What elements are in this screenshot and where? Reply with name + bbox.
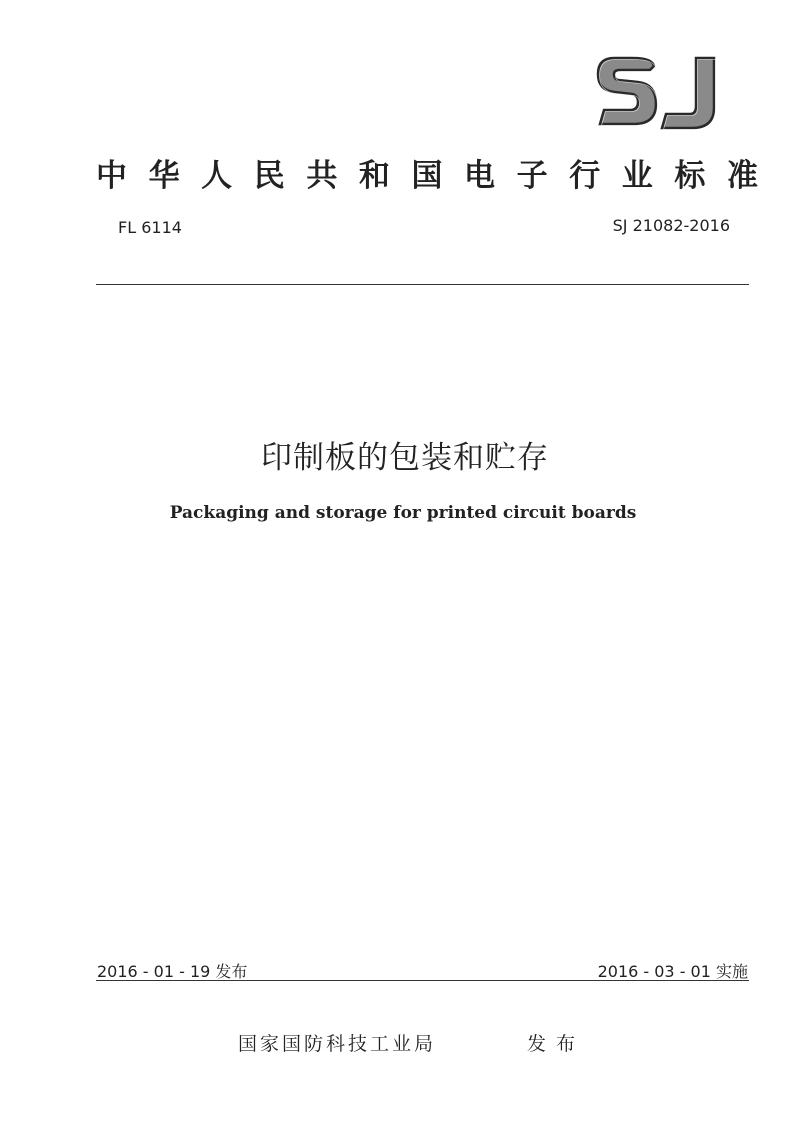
standard-number: SJ 21082-2016 [612, 216, 730, 235]
document-title-chinese: 印制板的包装和贮存 [261, 440, 549, 476]
document-title-english: Packaging and storage for printed circuit boards [169, 503, 637, 523]
title-char: 人 [201, 158, 233, 194]
classification-code: FL 6114 [118, 218, 182, 237]
title-char: 行 [569, 158, 601, 194]
title-char: 共 [306, 158, 338, 194]
title-char: 民 [253, 158, 285, 194]
title-char: 业 [621, 158, 653, 194]
sj-logo [592, 52, 722, 142]
title-char: 中 [96, 158, 127, 194]
title-char: 和 [358, 158, 390, 194]
sj-logo-graphic [592, 52, 722, 142]
implementation-date: 2016 - 03 - 01 实施 [597, 962, 748, 981]
title-char: 电 [464, 158, 496, 194]
title-char: 国 [411, 158, 443, 194]
publish-label: 发布 [527, 1033, 586, 1055]
header-divider [96, 284, 749, 285]
title-char: 标 [674, 158, 706, 194]
issue-date: 2016 - 01 - 19 发布 [97, 962, 248, 981]
standard-type-title [96, 150, 758, 195]
title-char: 子 [516, 158, 548, 194]
title-char: 准 [726, 158, 758, 194]
title-char: 华 [148, 158, 180, 194]
footer-divider [96, 980, 749, 981]
issuing-authority: 国家国防科技工业局 [238, 1033, 437, 1055]
